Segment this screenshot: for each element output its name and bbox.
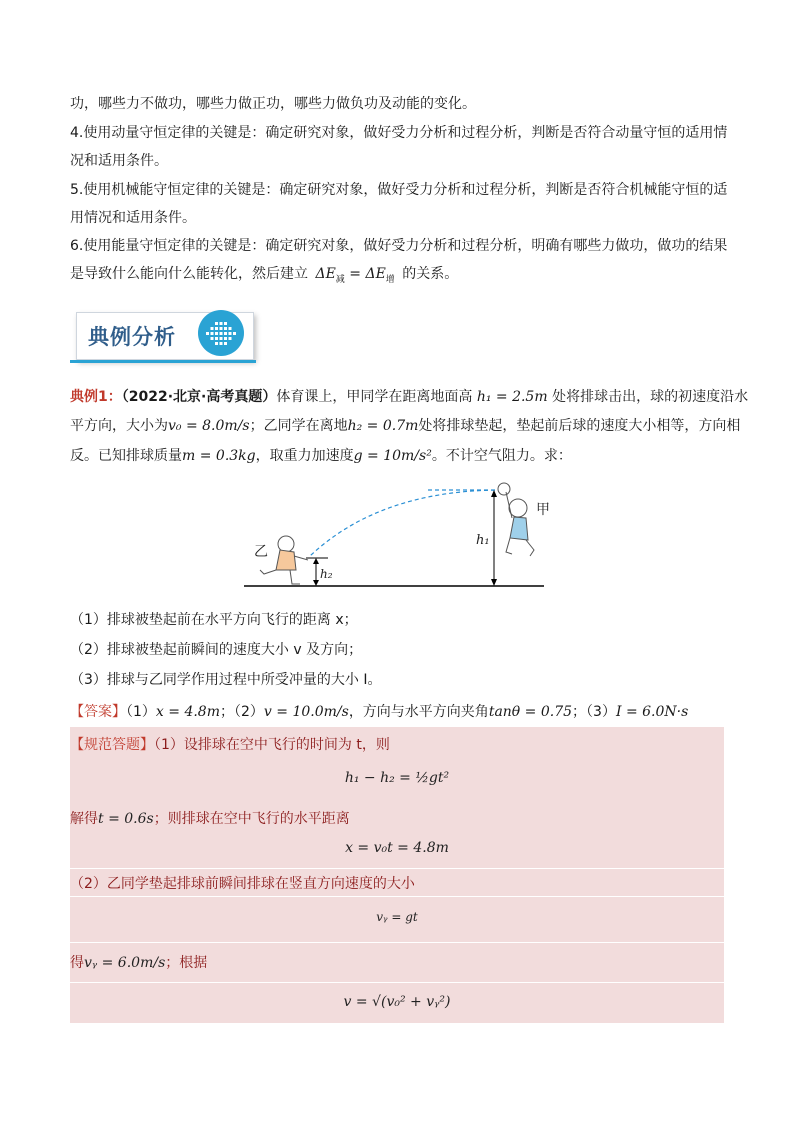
person-jia <box>506 492 534 556</box>
answer-line <box>70 702 730 722</box>
paragraph-3-line-2: 用情况和适用条件。 <box>70 210 196 226</box>
example-text-1-tail: 处将排球击出，球的初速度沿水 <box>552 389 749 405</box>
equation-4: v = √(v₀² + vᵧ²) <box>343 994 451 1010</box>
volleyball <box>498 483 510 495</box>
answer-I: I = 6.0N·s <box>615 704 689 720</box>
solution-step-1 <box>70 734 724 754</box>
solution-vy: vᵧ = 6.0m/s <box>84 955 166 971</box>
example-text-2b: ；乙同学在离地 <box>249 418 348 434</box>
solution-step-2 <box>70 808 724 828</box>
question-2: （2）排球被垫起前瞬间的速度大小 v 及方向； <box>70 642 363 658</box>
paragraph-2-line-1: 4.使用动量守恒定律的关键是：确定研究对象，做好受力分析和过程分析，判断是否符合动量守恒的适用情 <box>70 125 728 141</box>
paragraph-3-line-1: 5.使用机械能守恒定律的关键是：确定研究对象，做好受力分析和过程分析，判断是否符合机械能守恒的适 <box>70 182 728 198</box>
trajectory-curve <box>310 490 502 556</box>
solution-divider-3 <box>70 942 724 943</box>
example-text-2c: 处将排球垫起，垫起前后球的速度大小相等，方向相 <box>418 418 741 434</box>
h1-arrow-top <box>491 490 497 497</box>
equation-3: vᵧ = gt <box>376 910 418 924</box>
section-title: 典例分析 <box>88 325 176 349</box>
solution-text-4a: 得 <box>70 955 84 971</box>
mass-value: m = 0.3kg <box>182 448 256 464</box>
example-source: （2022·北京·高考真题） <box>121 389 277 405</box>
solution-divider-1 <box>70 868 724 869</box>
example-line-3 <box>70 446 730 466</box>
solution-divider-4 <box>70 982 724 983</box>
example-text-2a: 平方向，大小为 <box>70 418 168 434</box>
solution-text-1: （1）设排球在空中飞行的时间为 t，则 <box>154 737 390 753</box>
example-line-1 <box>70 387 749 407</box>
answer-direction: ，方向与水平方向夹角 <box>348 704 489 720</box>
answer-tag: 【答案】 <box>70 704 126 720</box>
solution-text-4b: ；根据 <box>165 955 208 971</box>
answer-part-3: ；（3） <box>572 704 616 720</box>
paragraph-4-text-tail: 的关系。 <box>402 266 459 282</box>
answer-part-2: ；（2） <box>220 704 264 720</box>
solution-tag: 【规范答题】 <box>70 737 154 753</box>
grid-dots-icon <box>198 310 244 356</box>
section-underline <box>70 360 256 363</box>
question-3: （3）排球与乙同学作用过程中所受冲量的大小 I。 <box>70 672 382 688</box>
example-text-3b: ，取重力加速度 <box>255 448 354 464</box>
example-text-1: 体育课上，甲同学在距离地面高 <box>276 389 473 405</box>
answer-x: x = 4.8m <box>155 704 220 720</box>
solution-text-2a: 解得 <box>70 811 98 827</box>
label-jia: 甲 <box>536 502 550 518</box>
solution-step-4 <box>70 952 724 972</box>
paragraph-2-line-2: 况和适用条件。 <box>70 153 168 169</box>
g-value: g = 10m/s² <box>353 448 432 464</box>
label-h1: h₁ <box>476 533 490 548</box>
section-header <box>70 306 260 366</box>
example-text-3a: 反。已知排球质量 <box>70 448 182 464</box>
solution-text-2b: ；则排球在空中飞行的水平距离 <box>153 811 350 827</box>
answer-v: v = 10.0m/s <box>263 704 349 720</box>
solution-divider-2 <box>70 896 724 897</box>
equation-1: h₁ − h₂ = ½gt² <box>344 770 450 786</box>
answer-tan: tanθ = 0.75 <box>488 704 573 720</box>
label-h2: h₂ <box>320 567 333 581</box>
example-label: 典例1： <box>70 389 122 405</box>
example-text-3c: 。不计空气阻力。求： <box>431 448 572 464</box>
solution-t: t = 0.6s <box>98 811 154 827</box>
volleyball-figure <box>240 478 560 592</box>
example-line-2 <box>70 416 741 436</box>
h1-value: h₁ = 2.5m <box>476 389 548 405</box>
energy-equation: $\Delta E_减 = \Delta E_增$ <box>315 266 395 285</box>
paragraph-1: 功，哪些力不做功，哪些力做正功，哪些力做负功及动能的变化。 <box>70 96 476 112</box>
solution-step-3: （2）乙同学垫起排球前瞬间排球在竖直方向速度的大小 <box>70 876 415 892</box>
label-yi: 乙 <box>254 544 268 560</box>
v0-value: v₀ = 8.0m/s <box>168 418 250 434</box>
h2-arrow-bottom <box>313 580 319 586</box>
answer-part-1: （1） <box>126 704 156 720</box>
question-1: （1）排球被垫起前在水平方向飞行的距离 x； <box>70 612 358 628</box>
paragraph-4-text: 是导致什么能向什么能转化，然后建立 <box>70 266 308 282</box>
equation-2: x = v₀t = 4.8m <box>345 840 449 856</box>
h1-arrow-bottom <box>491 579 497 586</box>
h2-arrow-top <box>313 558 319 564</box>
h2-value: h₂ = 0.7m <box>347 418 419 434</box>
paragraph-4-line-1: 6.使用能量守恒定律的关键是：确定研究对象，做好受力分析和过程分析，明确有哪些力做功，做功的结果 <box>70 238 728 254</box>
paragraph-4-line-2 <box>70 264 730 284</box>
